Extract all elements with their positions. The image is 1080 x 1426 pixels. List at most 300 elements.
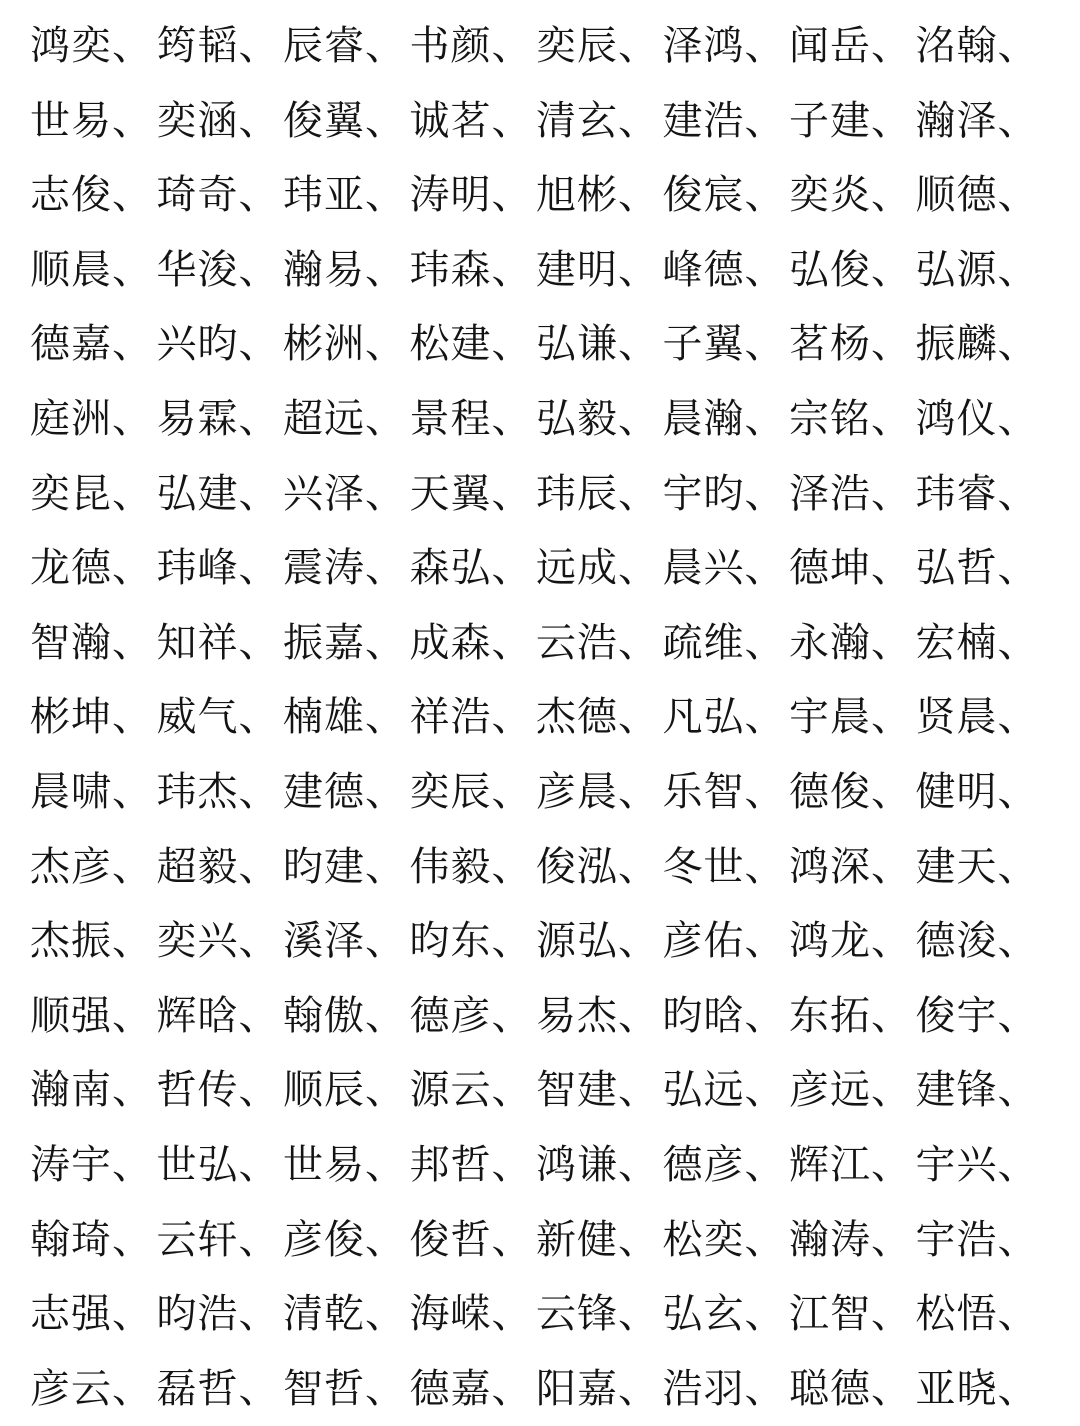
name-item [283, 1128, 410, 1202]
name-text: 昀东 [409, 918, 492, 965]
name-text: 洺翰 [915, 23, 998, 69]
name-text: 德嘉 [409, 1365, 492, 1412]
name-item [536, 382, 663, 456]
name-text: 弘哲 [915, 545, 998, 592]
name-item [30, 979, 157, 1053]
name-item [916, 9, 1043, 83]
separator-mark: 、 [112, 1067, 153, 1114]
name-item [410, 531, 537, 605]
name-item [283, 84, 410, 158]
separator-mark: 、 [744, 470, 786, 517]
name-item [536, 979, 663, 1053]
separator-mark: 、 [997, 843, 1039, 890]
separator-mark: 、 [871, 1067, 912, 1114]
separator-mark: 、 [365, 1365, 406, 1412]
separator-mark: 、 [365, 619, 406, 666]
name-text: 翰傲 [283, 992, 365, 1039]
name-row [30, 9, 1042, 83]
separator-mark: 、 [997, 1067, 1039, 1114]
name-item [663, 1277, 790, 1351]
name-item [410, 382, 537, 456]
name-text: 松悟 [915, 1291, 998, 1338]
name-text: 旭彬 [536, 172, 618, 219]
separator-mark: 、 [112, 918, 153, 965]
name-item [663, 680, 790, 754]
name-row [30, 307, 1042, 381]
name-item [916, 1277, 1043, 1351]
name-item [157, 382, 284, 456]
separator-mark: 、 [871, 246, 912, 293]
name-text: 奕昆 [30, 470, 112, 517]
name-item [916, 84, 1043, 158]
name-item [30, 233, 157, 307]
name-text: 宇晨 [789, 694, 871, 741]
name-text: 德彦 [662, 1142, 745, 1188]
name-text: 智瀚 [30, 619, 112, 666]
separator-mark: 、 [491, 97, 533, 144]
name-text: 庭洲 [30, 396, 112, 442]
name-text: 昀浩 [156, 1291, 239, 1338]
separator-mark: 、 [744, 172, 786, 219]
name-item [410, 606, 537, 680]
separator-mark: 、 [491, 321, 533, 368]
name-text: 辉江 [789, 1142, 871, 1188]
name-text: 东拓 [789, 992, 871, 1039]
name-text: 溪泽 [283, 918, 365, 965]
name-text: 建浩 [662, 97, 745, 144]
name-text: 云浩 [536, 619, 618, 666]
separator-mark: 、 [744, 992, 786, 1039]
separator-mark: 、 [365, 1142, 406, 1188]
name-item [410, 158, 537, 232]
separator-mark: 、 [238, 246, 280, 293]
name-text: 智哲 [283, 1365, 365, 1412]
name-item [536, 84, 663, 158]
name-item [410, 233, 537, 307]
name-item [30, 1053, 157, 1127]
name-text: 兴泽 [283, 470, 365, 517]
name-item [30, 904, 157, 978]
name-text: 建德 [283, 769, 365, 815]
name-text: 海嵘 [409, 1291, 492, 1338]
name-text: 瀚易 [283, 246, 365, 293]
name-item [30, 1203, 157, 1277]
name-text: 书颜 [409, 23, 492, 69]
name-text: 松建 [409, 321, 492, 368]
name-item [663, 830, 790, 904]
name-row [30, 830, 1042, 904]
separator-mark: 、 [112, 172, 153, 219]
separator-mark: 、 [744, 619, 786, 666]
name-item [663, 457, 790, 531]
name-text: 弘俊 [789, 246, 871, 293]
name-text: 超远 [283, 396, 365, 442]
name-item [157, 233, 284, 307]
name-text: 源弘 [536, 918, 618, 965]
separator-mark: 、 [491, 619, 533, 666]
name-item [916, 158, 1043, 232]
separator-mark: 、 [238, 172, 280, 219]
name-row [30, 233, 1042, 307]
separator-mark: 、 [112, 470, 153, 517]
separator-mark: 、 [491, 1365, 533, 1412]
name-item [789, 606, 916, 680]
name-item [789, 680, 916, 754]
name-item [157, 680, 284, 754]
name-text: 宗铭 [789, 396, 871, 442]
name-text: 奕兴 [156, 918, 239, 965]
separator-mark: 、 [997, 1365, 1039, 1412]
name-item [283, 9, 410, 83]
separator-mark: 、 [744, 1067, 786, 1114]
separator-mark: 、 [871, 769, 912, 815]
separator-mark: 、 [238, 918, 280, 965]
separator-mark: 、 [871, 545, 912, 592]
separator-mark: 、 [997, 1216, 1039, 1263]
separator-mark: 、 [238, 321, 280, 368]
name-row [30, 1053, 1042, 1127]
name-item [916, 979, 1043, 1053]
name-item [663, 606, 790, 680]
name-item [283, 1277, 410, 1351]
separator-mark: 、 [365, 1216, 406, 1263]
separator-mark: 、 [112, 1365, 153, 1412]
name-text: 弘谦 [536, 321, 618, 368]
name-item [283, 233, 410, 307]
separator-mark: 、 [238, 23, 280, 69]
name-item [663, 307, 790, 381]
separator-mark: 、 [618, 172, 659, 219]
name-item [410, 84, 537, 158]
name-item [789, 84, 916, 158]
separator-mark: 、 [238, 1067, 280, 1114]
name-item [157, 307, 284, 381]
separator-mark: 、 [744, 769, 786, 815]
name-text: 浩羽 [662, 1365, 745, 1412]
name-text: 伟毅 [409, 843, 492, 890]
name-text: 天翼 [409, 470, 492, 517]
separator-mark: 、 [618, 918, 659, 965]
name-text: 震涛 [283, 545, 365, 592]
separator-mark: 、 [112, 97, 153, 144]
separator-mark: 、 [112, 769, 153, 815]
name-text: 俊翼 [283, 97, 365, 144]
separator-mark: 、 [491, 246, 533, 293]
name-text: 顺辰 [283, 1067, 365, 1114]
separator-mark: 、 [871, 470, 912, 517]
name-row [30, 457, 1042, 531]
separator-mark: 、 [997, 97, 1039, 144]
name-text: 玮辰 [536, 470, 618, 517]
name-text: 宇昀 [662, 470, 745, 517]
separator-mark: 、 [997, 396, 1039, 442]
separator-mark: 、 [365, 321, 406, 368]
separator-mark: 、 [744, 23, 786, 69]
name-item [283, 382, 410, 456]
name-row [30, 680, 1042, 754]
separator-mark: 、 [618, 769, 659, 815]
separator-mark: 、 [744, 246, 786, 293]
name-text: 志强 [30, 1291, 112, 1338]
separator-mark: 、 [618, 992, 659, 1039]
name-text: 楠雄 [283, 694, 365, 741]
separator-mark: 、 [365, 843, 406, 890]
name-item [536, 1277, 663, 1351]
name-item [916, 904, 1043, 978]
name-text: 玮杰 [156, 769, 239, 815]
separator-mark: 、 [618, 1067, 659, 1114]
separator-mark: 、 [238, 1216, 280, 1263]
separator-mark: 、 [491, 769, 533, 815]
name-text: 疏维 [662, 619, 745, 666]
name-text: 世弘 [156, 1142, 239, 1188]
name-item [157, 1053, 284, 1127]
name-text: 玮峰 [156, 545, 239, 592]
name-text: 易杰 [536, 992, 618, 1039]
name-text: 子建 [789, 97, 871, 144]
name-text: 顺晨 [30, 246, 112, 293]
separator-mark: 、 [997, 992, 1039, 1039]
name-text: 瀚泽 [915, 97, 998, 144]
separator-mark: 、 [365, 396, 406, 442]
name-row [30, 1128, 1042, 1202]
name-text: 瀚涛 [789, 1216, 871, 1263]
separator-mark: 、 [618, 545, 659, 592]
separator-mark: 、 [997, 23, 1039, 69]
name-text: 邦哲 [409, 1142, 492, 1188]
separator-mark: 、 [112, 1291, 153, 1338]
separator-mark: 、 [491, 172, 533, 219]
separator-mark: 、 [997, 321, 1039, 368]
name-text: 德浚 [915, 918, 998, 965]
separator-mark: 、 [491, 396, 533, 442]
separator-mark: 、 [491, 918, 533, 965]
separator-mark: 、 [744, 694, 786, 741]
separator-mark: 、 [365, 470, 406, 517]
name-text: 弘建 [156, 470, 239, 517]
separator-mark: 、 [871, 321, 912, 368]
name-item [536, 457, 663, 531]
name-text: 志俊 [30, 172, 112, 219]
name-text: 德俊 [789, 769, 871, 815]
name-item [536, 233, 663, 307]
name-text: 泽鸿 [662, 23, 745, 69]
name-item [663, 84, 790, 158]
separator-mark: 、 [618, 1365, 659, 1412]
name-item [916, 606, 1043, 680]
separator-mark: 、 [112, 694, 153, 741]
separator-mark: 、 [618, 470, 659, 517]
separator-mark: 、 [744, 396, 786, 442]
separator-mark: 、 [365, 545, 406, 592]
separator-mark: 、 [238, 619, 280, 666]
separator-mark: 、 [112, 992, 153, 1039]
name-item [916, 1053, 1043, 1127]
name-item [663, 531, 790, 605]
name-text: 涛明 [409, 172, 492, 219]
name-item [157, 1277, 284, 1351]
separator-mark: 、 [997, 769, 1039, 815]
name-text: 兴昀 [156, 321, 239, 368]
name-text: 杰彦 [30, 843, 112, 890]
name-text: 茗杨 [789, 321, 871, 368]
separator-mark: 、 [744, 545, 786, 592]
name-item [30, 382, 157, 456]
name-text: 辉晗 [156, 992, 239, 1039]
name-item [536, 531, 663, 605]
name-text: 江智 [789, 1291, 871, 1338]
separator-mark: 、 [491, 1142, 533, 1188]
name-text: 弘毅 [536, 396, 618, 442]
name-text: 威气 [156, 694, 239, 741]
name-text: 彬洲 [283, 321, 365, 368]
name-item [789, 979, 916, 1053]
name-text: 建天 [915, 843, 998, 890]
name-text: 远成 [536, 545, 618, 592]
separator-mark: 、 [365, 97, 406, 144]
name-item [789, 233, 916, 307]
name-item [536, 1053, 663, 1127]
name-item [410, 457, 537, 531]
name-text: 宏楠 [915, 619, 998, 666]
name-text: 乐智 [662, 769, 745, 815]
name-item [916, 830, 1043, 904]
name-text: 闻岳 [789, 23, 871, 69]
name-item [789, 755, 916, 829]
name-item [30, 1128, 157, 1202]
name-text: 琦奇 [156, 172, 239, 219]
name-item [157, 1203, 284, 1277]
name-item [916, 680, 1043, 754]
name-item [789, 9, 916, 83]
name-item [157, 830, 284, 904]
name-item [536, 1203, 663, 1277]
name-text: 景程 [409, 396, 492, 442]
name-text: 德彦 [409, 992, 492, 1039]
name-row [30, 1277, 1042, 1351]
name-text: 健明 [915, 769, 998, 815]
name-text: 源云 [409, 1067, 492, 1114]
separator-mark: 、 [112, 545, 153, 592]
name-item [157, 158, 284, 232]
separator-mark: 、 [365, 918, 406, 965]
separator-mark: 、 [997, 172, 1039, 219]
name-row [30, 979, 1042, 1053]
name-row [30, 606, 1042, 680]
separator-mark: 、 [871, 172, 912, 219]
separator-mark: 、 [744, 1291, 786, 1338]
separator-mark: 、 [112, 396, 153, 442]
name-text: 磊哲 [156, 1365, 239, 1412]
name-item [536, 9, 663, 83]
name-text: 彬坤 [30, 694, 112, 741]
name-item [283, 457, 410, 531]
separator-mark: 、 [871, 1291, 912, 1338]
separator-mark: 、 [365, 172, 406, 219]
separator-mark: 、 [491, 1216, 533, 1263]
separator-mark: 、 [618, 396, 659, 442]
name-item [789, 1053, 916, 1127]
name-text: 奕炎 [789, 172, 871, 219]
name-item [536, 606, 663, 680]
name-item [663, 9, 790, 83]
name-item [663, 1128, 790, 1202]
separator-mark: 、 [238, 694, 280, 741]
separator-mark: 、 [871, 97, 912, 144]
name-text: 鸿深 [789, 843, 871, 890]
name-item [536, 680, 663, 754]
name-item [789, 1203, 916, 1277]
name-item [410, 307, 537, 381]
separator-mark: 、 [618, 843, 659, 890]
name-item [789, 307, 916, 381]
name-text: 玮亚 [283, 172, 365, 219]
name-item [916, 1203, 1043, 1277]
name-text: 弘远 [662, 1067, 745, 1114]
name-item [916, 233, 1043, 307]
name-text: 智建 [536, 1067, 618, 1114]
name-text: 建明 [536, 246, 618, 293]
separator-mark: 、 [871, 619, 912, 666]
separator-mark: 、 [744, 1365, 786, 1412]
name-text: 宇兴 [915, 1142, 998, 1188]
name-text: 筠韬 [156, 23, 239, 69]
name-item [30, 307, 157, 381]
name-text: 贤晨 [915, 694, 998, 741]
name-row [30, 1203, 1042, 1277]
name-text: 俊宇 [915, 992, 998, 1039]
name-text: 俊泓 [536, 843, 618, 890]
separator-mark: 、 [997, 470, 1039, 517]
name-text: 彦云 [30, 1365, 112, 1412]
name-text: 杰振 [30, 918, 112, 965]
name-item [283, 755, 410, 829]
name-item [663, 233, 790, 307]
separator-mark: 、 [365, 23, 406, 69]
name-item [410, 9, 537, 83]
name-item [410, 830, 537, 904]
name-text: 鸿奕 [30, 23, 112, 69]
name-text: 哲传 [156, 1067, 239, 1114]
separator-mark: 、 [112, 1216, 153, 1263]
name-text: 德坤 [789, 545, 871, 592]
name-text: 聪德 [789, 1365, 871, 1412]
name-text: 成森 [409, 619, 492, 666]
name-text: 晨瀚 [662, 396, 745, 442]
name-text: 晨啸 [30, 769, 112, 815]
name-text: 易霖 [156, 396, 239, 442]
name-text: 新健 [536, 1216, 618, 1263]
separator-mark: 、 [744, 1142, 786, 1188]
separator-mark: 、 [997, 694, 1039, 741]
name-item [157, 904, 284, 978]
name-item [536, 830, 663, 904]
separator-mark: 、 [238, 470, 280, 517]
separator-mark: 、 [871, 396, 912, 442]
separator-mark: 、 [744, 1216, 786, 1263]
name-item [157, 606, 284, 680]
name-text: 清乾 [283, 1291, 365, 1338]
separator-mark: 、 [871, 1142, 912, 1188]
separator-mark: 、 [618, 1291, 659, 1338]
separator-mark: 、 [744, 321, 786, 368]
name-text: 世易 [30, 97, 112, 144]
name-item [283, 307, 410, 381]
separator-mark: 、 [997, 1142, 1039, 1188]
name-item [663, 755, 790, 829]
name-item [283, 1053, 410, 1127]
separator-mark: 、 [365, 1291, 406, 1338]
